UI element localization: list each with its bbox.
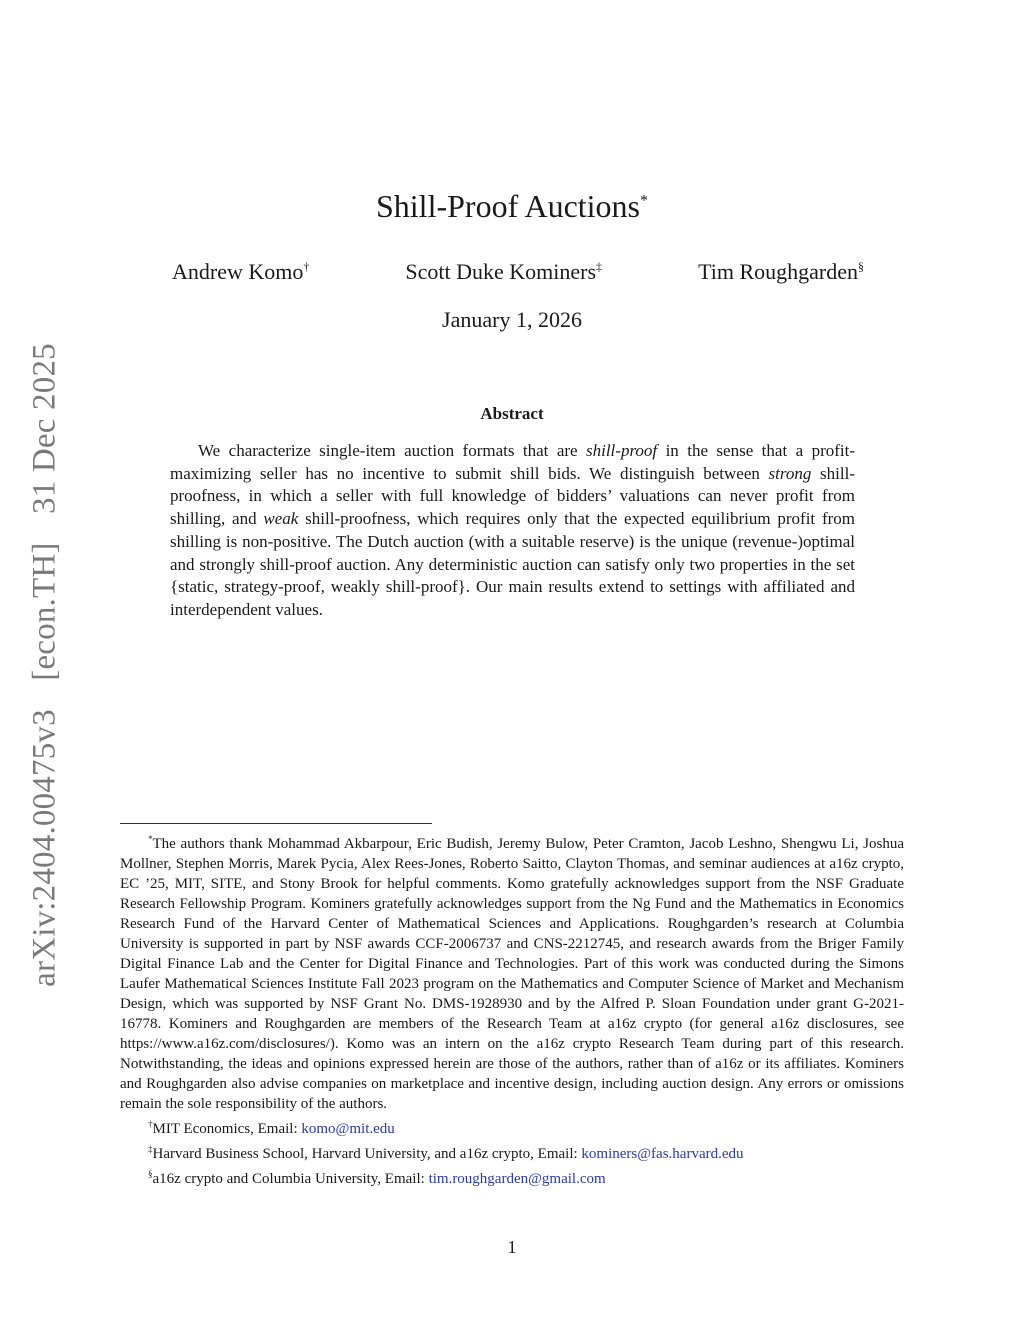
footnote-text: MIT Economics, Email: [152, 1121, 302, 1137]
author-footnote-mark: § [857, 259, 864, 274]
author-komo [172, 259, 309, 285]
title-footnote-mark: * [640, 192, 648, 210]
paper-title-text: Shill-Proof Auctions [375, 188, 640, 224]
footnote-mark: § [148, 1169, 153, 1179]
footnote-acknowledgements [120, 829, 904, 1114]
author-footnote-mark: † [303, 259, 310, 274]
abstract-emphasis: shill-proof [586, 441, 658, 460]
email-link-roughgarden[interactable]: tim.roughgarden@gmail.com [428, 1171, 606, 1187]
abstract-text: We characterize single-item auction formats that are [198, 441, 586, 460]
abstract-text: shill-proofness, which requires only that the expected equilibrium profit from shilling is non-positive. The Dutch auction (with a suitable reserve) is the unique (revenue-)optimal and strongly shill-proof auction. Any deterministic auction can satisfy only two properties in the set {static, strategy-proof, weakly shill-proof}. Our main results extend to settings with affiliated and interdependent values. [170, 509, 855, 619]
abstract-emphasis: weak [263, 509, 299, 529]
arxiv-id: arXiv:2404.00475v3 [26, 709, 63, 987]
author-list [172, 259, 864, 285]
footnote-mark: * [148, 834, 153, 844]
footnote-kominers [120, 1139, 904, 1164]
email-link-komo[interactable]: komo@mit.edu [301, 1121, 395, 1137]
author-name: Scott Duke Kominers [405, 259, 597, 284]
email-link-kominers[interactable]: kominers@fas.harvard.edu [581, 1146, 744, 1162]
author-roughgarden [698, 259, 864, 285]
arxiv-category: [econ.TH] [26, 542, 63, 681]
author-footnote-mark: ‡ [596, 259, 603, 274]
paper-date: January 1, 2026 [442, 307, 582, 332]
abstract-text: in the sense that a profit-maximizing seller has no incentive to submit shill bids. We distinguish between [170, 441, 855, 483]
arxiv-date: 31 Dec 2025 [26, 343, 63, 514]
footnote-komo [120, 1114, 904, 1139]
arxiv-stamp [27, 333, 64, 997]
author-kominers [405, 259, 602, 285]
footnote-mark: ‡ [148, 1144, 153, 1154]
abstract-emphasis: strong [768, 463, 812, 483]
abstract-body [170, 440, 855, 622]
abstract-text: shill-proofness, in which a seller with full knowledge of bidders’ valuations can never profit from shilling, and [170, 463, 855, 529]
footnote-roughgarden [120, 1164, 904, 1189]
abstract-heading: Abstract [480, 404, 544, 423]
footnote-mark: † [148, 1119, 153, 1129]
author-name: Andrew Komo [172, 259, 304, 284]
paper-title [0, 188, 1024, 225]
footnote-text: The authors thank Mohammad Akbarpour, Eric Budish, Jeremy Bulow, Peter Cramton, Jacob Leshno, Shengwu Li, Joshua Mollner, Stephen Morris, Marek Pycia, Alex Rees-Jones, Roberto Saitto, Clayton Thomas, and seminar audiences at a16z crypto, EC ’25, MIT, SITE, and Stony Brook for helpful comments. Komo gratefully acknowledges support from the NSF Graduate Research Fellowship Program. Kominers gratefully acknowledges support from the Ng Fund and the Mathematics in Economics Research Fund of the Harvard Center of Mathematical Sciences and Applications. Roughgarden’s research at Columbia University is supported in part by NSF awards CCF-2006737 and CNS-2212745, and research awards from the Briger Family Digital Finance Lab and the Center for Digital Finance and Technologies. Part of this work was conducted during the Simons Laufer Mathematical Sciences Institute Fall 2023 program on the Mathematics and Computer Science of Market and Mechanism Design, which was supported by NSF Grant No. DMS-1928930 and by the Alfred P. Sloan Foundation under grant G-2021-16778. Kominers and Roughgarden are members of the Research Team at a16z crypto (for general a16z disclosures, see https://www.a16z.com/disclosures/). Komo was an intern on the a16z crypto Research Team during part of this research. Notwithstanding, the ideas and opinions expressed herein are those of the authors, rather than of a16z or its affiliates. Kominers and Roughgarden also advise companies on marketplace and incentive design, including auction design. Any errors or omissions remain the sole responsibility of the authors. [120, 836, 904, 1112]
author-name: Tim Roughgarden [698, 259, 858, 284]
page-number: 1 [507, 1237, 517, 1257]
footnote-rule [120, 823, 432, 824]
footnote-text: Harvard Business School, Harvard University, and a16z crypto, Email: [152, 1146, 582, 1162]
footnotes [120, 829, 904, 1189]
footnote-text: a16z crypto and Columbia University, Email: [152, 1171, 429, 1187]
